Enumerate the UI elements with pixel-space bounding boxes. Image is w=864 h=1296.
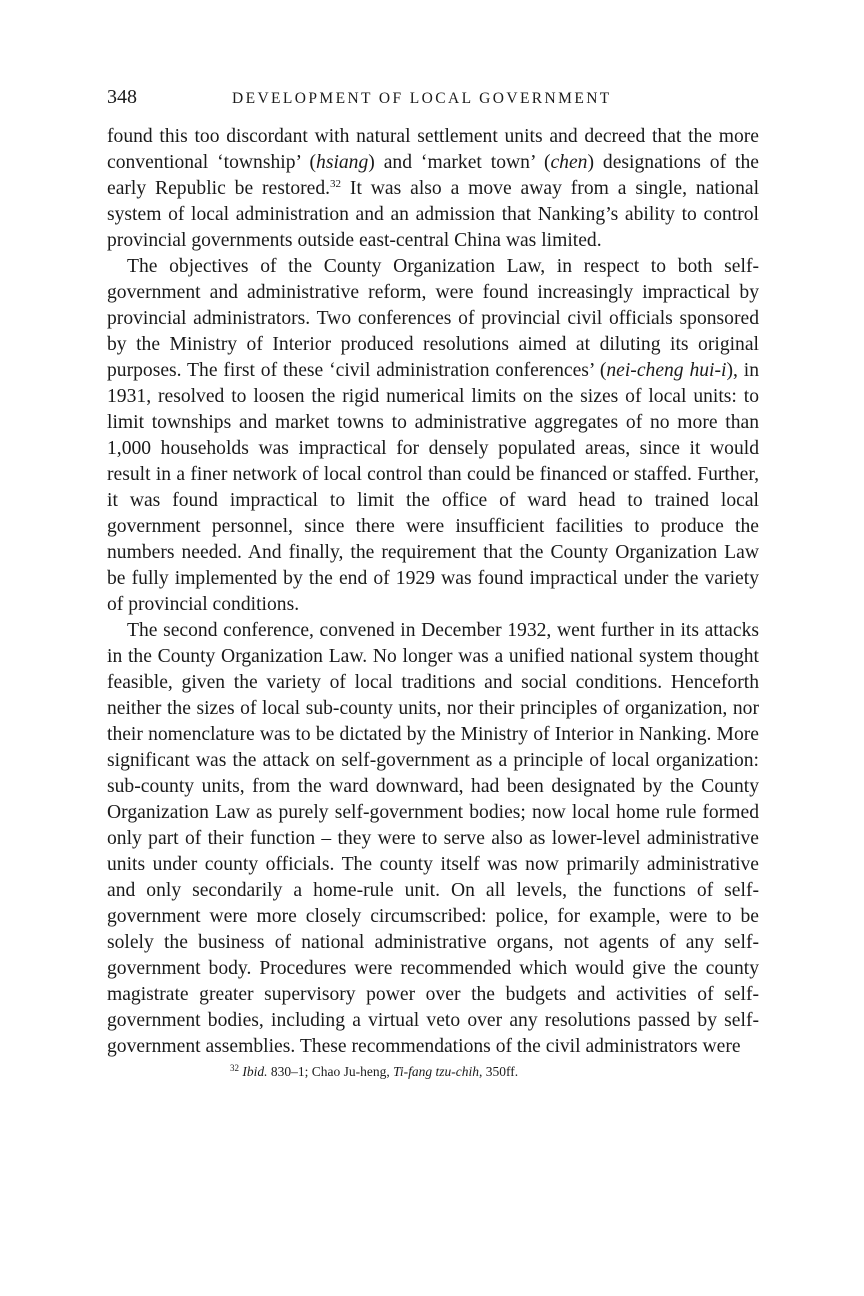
paragraph (107, 618, 759, 1060)
running-title: DEVELOPMENT OF LOCAL GOVERNMENT (232, 90, 612, 107)
text-run: ) designations of the early Republic be restored. (107, 152, 759, 199)
italic-term: chen (550, 152, 588, 173)
footnote-italic: Ibid. (242, 1064, 268, 1079)
footnote-text: 830–1; Chao Ju-heng, (267, 1064, 394, 1079)
body-text (107, 124, 759, 1060)
text-run: ), in 1931, resolved to loosen the rigid numerical limits on the sizes of local units: to limit townships and market towns to administrative aggregates of no more than 1,000 households was impractical for densely populated areas, since it would result in a finer network of local control than could be financed or staffed. Further, it was found impractical to limit the office of ward head to trained local government personnel, since there were insufficient facilities to produce the numbers needed. And finally, the requirement that the County Organization Law be fully implemented by the end of 1929 was found impractical under the variety of provincial conditions. (107, 360, 760, 615)
footnote (107, 1063, 759, 1081)
text-run: The second conference, convened in December 1932, went further in its attacks in the County Organization Law. No longer was a unified national system thought feasible, given the variety of local traditions and social conditions. Henceforth neither the sizes of local sub-county units, nor their principles of organization, nor their nomenclature was to be dictated by the Ministry of Interior in Nanking. More significant was the attack on self-government as a principle of local organization: sub-county units, from the ward downward, had been designated by the County Organization Law as purely self-government bodies; now local home rule formed only part of their function – they were to serve also as lower-level administrative units under county officials. The county itself was now primarily administrative and only secondarily a home-rule unit. On all levels, the functions of self-government were more closely circumscribed: police, for example, were to be solely the business of national administrative organs, not agents of any self-government body. Procedures were recommended which would give the county magistrate greater supervisory power over the budgets and activities of self-government bodies, including a virtual veto over any resolutions passed by self-government assemblies. These recommendations of the civil administrators were (107, 620, 759, 1057)
text-run: It was also a move away from a single, national system of local administration and an admission that Nanking’s ability to control provincial governments outside east-central China was limited. (107, 178, 760, 251)
paragraph (107, 124, 759, 254)
footnote-mark: 32 (230, 1063, 239, 1073)
text-run: The objectives of the County Organization Law, in respect to both self-government and administrative reform, were found increasingly impractical by provincial administrators. Two conferences of provincial civil officials sponsored by the Ministry of Interior produced resolutions aimed at diluting its original purposes. The first of these ‘civil administration conferences’ ( (107, 256, 759, 381)
footnote-text: , 350ff. (479, 1064, 519, 1079)
footnote-reference: 32 (330, 178, 342, 190)
footnote-italic: Ti-fang tzu-chih (393, 1064, 480, 1079)
italic-term: nei-cheng hui-i (606, 360, 727, 381)
italic-term: hsiang (316, 152, 369, 173)
text-run: found this too discordant with natural settlement units and decreed that the more conventional ‘township’ ( (107, 126, 759, 173)
text-run: ) and ‘market town’ ( (368, 152, 551, 173)
paragraph (107, 254, 759, 618)
document-page (107, 86, 759, 1081)
running-header (107, 86, 759, 116)
page-number: 348 (107, 86, 137, 108)
